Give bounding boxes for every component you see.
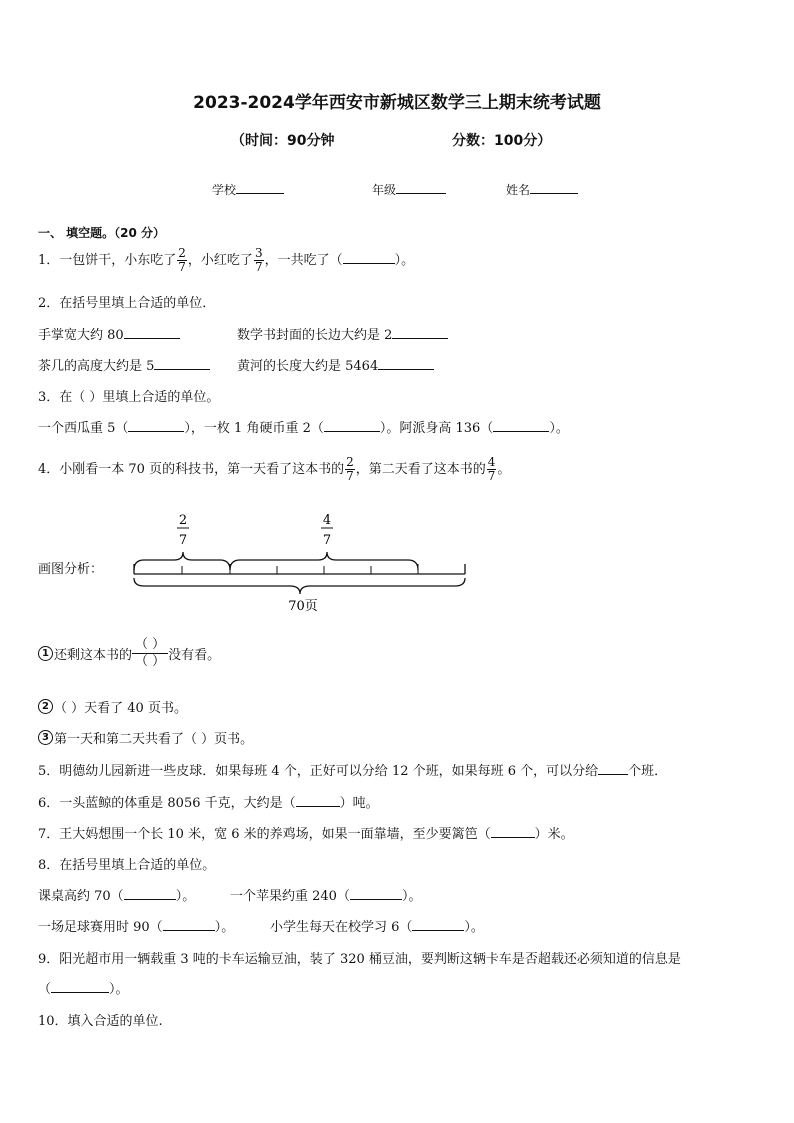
q6-blank[interactable] <box>296 794 340 807</box>
q2d-blank[interactable] <box>378 357 434 370</box>
diagram-frac2-den: 7 <box>322 533 332 548</box>
q8b-blank[interactable] <box>350 887 402 900</box>
question-6: 6．一头蓝鲸的体重是 8056 千克，大约是（ ）吨。 <box>38 796 379 811</box>
question-8d: 小学生每天在校学习 6（ ）。 <box>270 920 484 935</box>
question-3-line: 一个西瓜重 5（ ），一枚 1 角硬币重 2（ ）。阿派身高 136（ ）。 <box>38 421 569 436</box>
name-field[interactable] <box>506 181 578 198</box>
question-8b: 一个苹果约重 240（ ）。 <box>230 889 422 904</box>
name-label: 姓名 <box>506 183 531 197</box>
diagram-frac1-den: 7 <box>178 533 188 548</box>
school-field[interactable] <box>212 181 284 198</box>
q3b-blank[interactable] <box>324 419 380 432</box>
q8d-blank[interactable] <box>412 918 464 931</box>
diagram-total-label: 70页 <box>288 599 318 614</box>
school-label: 学校 <box>212 183 237 197</box>
q2b-blank[interactable] <box>392 326 448 339</box>
question-5: 5．明德幼儿园新进一些皮球．如果每班 4 个，正好可以分给 12 个班，如果每班 6 个，可以分给 个班． <box>38 764 668 779</box>
q5-blank[interactable] <box>598 762 628 775</box>
q3a-blank[interactable] <box>128 419 184 432</box>
q4-fraction-2: $\frac{4}{7}$ <box>487 455 496 483</box>
question-10-title: 10．填入合适的单位. <box>38 1014 163 1029</box>
question-2c: 茶几的高度大约是 5 <box>38 355 210 374</box>
diagram-frac2-num: 4 <box>322 513 332 528</box>
school-blank[interactable] <box>236 181 284 194</box>
q4-answer-fraction[interactable]: （ ） （ ） <box>132 637 168 670</box>
question-2d: 黄河的长度大约是 5464 <box>237 355 434 374</box>
brace-total <box>134 578 465 594</box>
diagram-frac1-num: 2 <box>178 513 188 528</box>
q4-part-3: 3 第一天和第二天共看了（ ）页书。 <box>38 728 253 747</box>
question-8a: 课桌高约 70（ ）。 <box>38 889 196 904</box>
q1-text-c: ，一共吃了（ <box>264 253 343 268</box>
q1-text-b: ，小红吃了 <box>187 253 253 268</box>
section-title: 一、 填空题。（20 分） <box>38 226 166 240</box>
q3c-blank[interactable] <box>493 419 549 432</box>
q1-fraction-1: $\frac{2}{7}$ <box>178 246 186 274</box>
question-2b: 数学书封面的长边大约是 2 <box>237 324 448 343</box>
question-4: 4．小刚看一本 70 页的科技书，第一天看了这本书的 $\frac{2}{7}$ ，第二天看了这本书的 $\frac{4}{7}$ 。 <box>38 455 511 483</box>
circled-1: 1 <box>38 646 53 661</box>
q1-answer-blank[interactable] <box>343 251 395 264</box>
segment-diagram <box>120 508 480 618</box>
circled-3: 3 <box>38 730 53 745</box>
question-8c: 一场足球赛用时 90（ ）。 <box>38 920 235 935</box>
q7-blank[interactable] <box>491 825 535 838</box>
q4-part-2: 2 （ ）天看了 40 页书。 <box>38 697 187 716</box>
q1-fraction-2: $\frac{3}{7}$ <box>254 246 263 274</box>
q8a-blank[interactable] <box>124 887 176 900</box>
name-blank[interactable] <box>530 181 578 194</box>
q4-fraction-1: $\frac{2}{7}$ <box>346 455 354 483</box>
grade-field[interactable] <box>372 181 446 198</box>
q8c-blank[interactable] <box>163 918 215 931</box>
q4-part-1: 1 还剩这本书的 （ ） （ ） 没有看。 <box>38 637 220 670</box>
question-8-title: 8．在括号里填上合适的单位。 <box>38 858 216 873</box>
q1-text-d: ）。 <box>394 253 415 268</box>
q1-text-a: 1．一包饼干，小东吃了 <box>38 253 177 268</box>
question-7: 7．王大妈想围一个长 10 米，宽 6 米的养鸡场，如果一面靠墙，至少要篱笆（ ）米。 <box>38 827 574 842</box>
page-title: 2023-2024学年西安市新城区数学三上期末统考试题 <box>193 93 601 113</box>
grade-label: 年级 <box>372 183 397 197</box>
question-3-title: 3．在（ ）里填上合适的单位。 <box>38 390 220 405</box>
question-1 <box>38 247 414 274</box>
exam-score: 分数：100分） <box>452 133 552 149</box>
circled-2: 2 <box>38 699 53 714</box>
grade-blank[interactable] <box>396 181 446 194</box>
diagram-label: 画图分析： <box>38 562 104 577</box>
question-9: 9．阳光超市用一辆载重 3 吨的卡车运输豆油，装了 320 桶豆油，要判断这辆卡车是否超载还必须知道的信息是 <box>38 952 681 967</box>
question-2a: 手掌宽大约 80 <box>38 324 180 343</box>
q9-blank[interactable] <box>51 980 109 993</box>
exam-time: （时间：90分钟 <box>231 133 335 149</box>
question-9-answer: （ ）。 <box>38 982 129 997</box>
question-2-title: 2．在括号里填上合适的单位． <box>38 296 216 311</box>
q2c-blank[interactable] <box>154 357 210 370</box>
q2a-blank[interactable] <box>124 326 180 339</box>
